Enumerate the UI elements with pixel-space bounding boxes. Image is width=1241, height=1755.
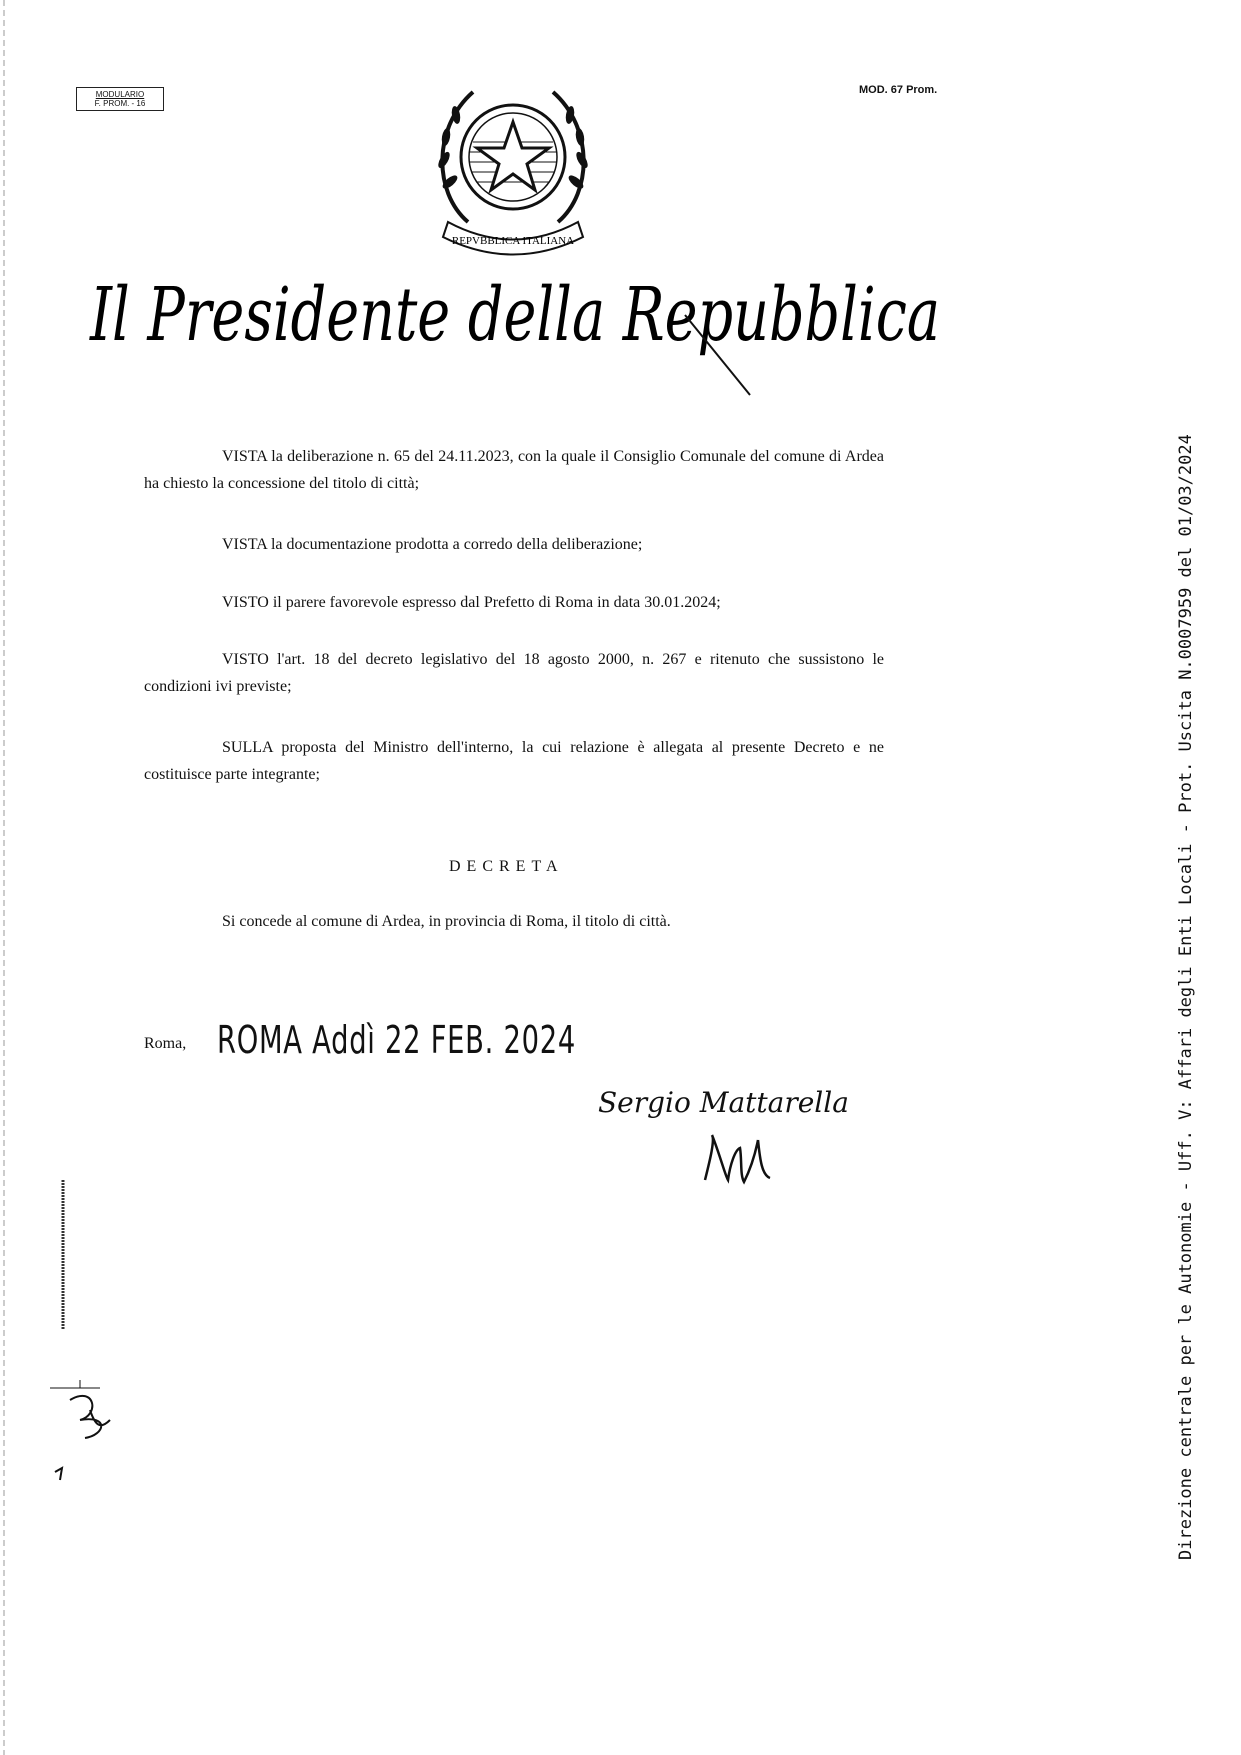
modulario-line1: MODULARIO bbox=[95, 90, 145, 99]
emblem-ribbon-text: REPVBBLICA ITALIANA bbox=[451, 235, 575, 247]
scan-edge-line bbox=[3, 0, 5, 1755]
modulario-line2: F. PROM. - 16 bbox=[94, 99, 146, 108]
heading-title-text: Il Presidente della Repubblica bbox=[88, 272, 940, 358]
place-label: Roma, bbox=[144, 1035, 187, 1052]
modulario-box bbox=[76, 87, 164, 111]
signature-initials-icon bbox=[700, 1130, 780, 1190]
signature-name: Sergio Mattarella bbox=[598, 1086, 849, 1119]
paragraph-sulla-proposta: SULLA proposta del Ministro dell'interno, la cui relazione è allegata al presente Decreto e ne costituisce parte integrante; bbox=[144, 739, 884, 783]
decreta-heading: DECRETA bbox=[449, 858, 564, 875]
paragraph-visto-art18: VISTO l'art. 18 del decreto legislativo del 18 agosto 2000, n. 267 e ritenuto che sussistono le condizioni ivi previste; bbox=[144, 651, 884, 695]
protocol-stamp: Direzione centrale per le Autonomie - Uff. V: Affari degli Enti Locali - Prot. Uscita N.0007959 del 01/03/2024 bbox=[1176, 434, 1196, 1560]
paragraph-vista-deliberazione: VISTA la deliberazione n. 65 del 24.11.2023, con la quale il Consiglio Comunale del comune di Ardea ha chiesto la concessione del titolo di città; bbox=[144, 448, 884, 492]
mod-reference: MOD. 67 Prom. bbox=[859, 84, 938, 96]
date-stamp: ROMA Addì 22 FEB. 2024 bbox=[217, 1018, 577, 1062]
paragraph-visto-parere: VISTO il parere favorevole espresso dal Prefetto di Roma in data 30.01.2024; bbox=[222, 594, 721, 611]
printer-mark-icon bbox=[58, 1180, 68, 1330]
handwritten-initial-icon bbox=[50, 1380, 130, 1480]
presidential-heading bbox=[80, 255, 950, 405]
italian-republic-emblem-icon bbox=[428, 72, 598, 267]
paragraph-vista-documentazione: VISTA la documentazione prodotta a corredo della deliberazione; bbox=[222, 536, 643, 553]
dispositivo-text: Si concede al comune di Ardea, in provincia di Roma, il titolo di città. bbox=[222, 913, 671, 930]
